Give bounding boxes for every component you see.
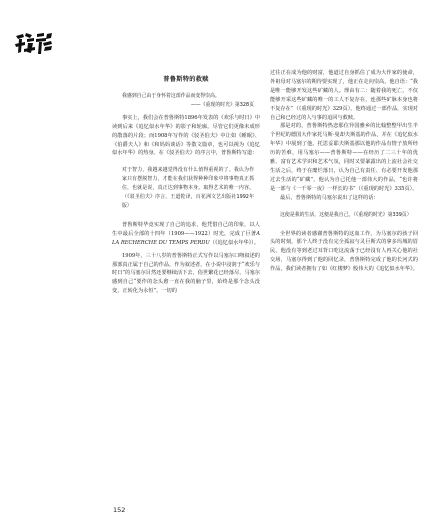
brush-calligraphy-logo-icon bbox=[14, 30, 54, 56]
section-title: 普鲁斯特的救赎 bbox=[163, 76, 209, 83]
epigraph: 我感到自己由于身怀着这部作品而变得崇高。 bbox=[122, 93, 220, 99]
body-paragraph: 事实上，我们会在普鲁斯特1896年发表的《欢乐与时日》中读到后来《追忆似水年华》的影子和轮廓。尽管它们更像未成形的散落的片段；而1908年写作的《驳圣伯夫》中让如《睡眠》、《伯爵夫人》和《和妈妈谈话》等散文篇章，也可以视为《追忆似水年华》的热身。在《驳圣伯夫》的序言中，普鲁斯特写道： bbox=[112, 114, 260, 157]
left-column bbox=[112, 70, 260, 296]
block-quote: 这使是我的生活，这便是我自己。（《重现的时光》第339页） bbox=[280, 211, 412, 218]
body-paragraph-title bbox=[112, 221, 260, 248]
body-paragraph: 1909年，三十八岁的普鲁斯特正式写作以马塞尔口吻叙述的那部真正属于自己的作品，作为叙述者，在小说中浸润于“欢乐与时日”的马塞尔目然还要继续活下去，俗世繁花已经落尽，马塞尔感到自己“要作的念头愈一直在我的脑子里，始终是那个念头没变，正转化为永恒”。一切的 bbox=[112, 252, 260, 295]
right-column bbox=[270, 69, 418, 274]
book-title-italic: A LA RECHERCHE DU TEMPS PERDU bbox=[112, 230, 260, 246]
body-paragraph: 全世界的读者感谢普鲁斯特的这血工作，为马塞尔的孩子回头的时刻，那个人终于没有完全孤寂与灵巨斯式的拿多玛城的眉民，他没有等到老过耳背口吃这流荡于已经沒有人再关心他的社交场，马塞尔得到了他的回忆录，普鲁斯特完成了他的长河式的作品，我们读者拥有了如《红楼梦》般伟大的《追忆似水年华》。 bbox=[270, 230, 418, 273]
page-number: 152 bbox=[113, 506, 126, 514]
body-paragraph: 那是对的，普鲁斯特热恋那位异国雅乡的比翰整整甲出生半个世纪的德国大作家托马斯·曼却夫斯基的作品，并在《追忆似水年华》中展到了他。托思妥耶夫斯基那以他的作品有情子放所经历的苦难，用马塞尔——普鲁斯特——在经历了二三十年的优雅、富有艺术学识和艺术气氛，同时又要暴露出的上流社会社交生活之后，终于在糜烂落日，认为自己有责任、有必要开发他那过去生活的“矿藏”，他认为自己托他一部伟大的作品，“也许将是一部与《一千零一夜》一样长的书”（《重现的时光》335页）。 bbox=[270, 123, 418, 192]
body-paragraph: 最后，普鲁斯特的马塞尔说出了这样的话： bbox=[280, 194, 379, 201]
body-text: 普鲁斯特毕竟实现了自己的追求，他凭借自己的印象，以人生中最后全部的十四年（1909——1922）时光，完成了巨著 bbox=[112, 221, 260, 237]
epigraph-source: ——《重现的时光》第328页 bbox=[190, 101, 254, 108]
block-quote: 对于智力，我越来越觉得没有什么值得重视的了。我认为作家只有摆脱智力，才能在我们获得种种印象中将事物真正抓住，也就是说，真正达到事物本身。取得艺术的唯一内容。（《驳圣伯夫》序言，王道乾译，百花洲文艺出版社1992年版） bbox=[122, 167, 254, 209]
calligraphy-logo-graphic bbox=[14, 30, 54, 56]
body-text-tail: （《追忆似水年华》）。 bbox=[209, 239, 260, 246]
body-paragraph-continued: 过往正在成为他的财富，他道过自身抓住了成为大作家的使命，外祖母对马塞尔的期待要实现了，他正在走向崇高，他自语：“我是唯一能够开发这些矿藏的人。理由有二：随着我的死亡，不仅能够开采这些矿藏的唯一的工人不复存在，连那些矿脉本身也将不复存在”（《重现的时光》329页），他终通过一部作品，实现对自己和已经过的人与事的追回与救赎。 bbox=[270, 70, 418, 121]
